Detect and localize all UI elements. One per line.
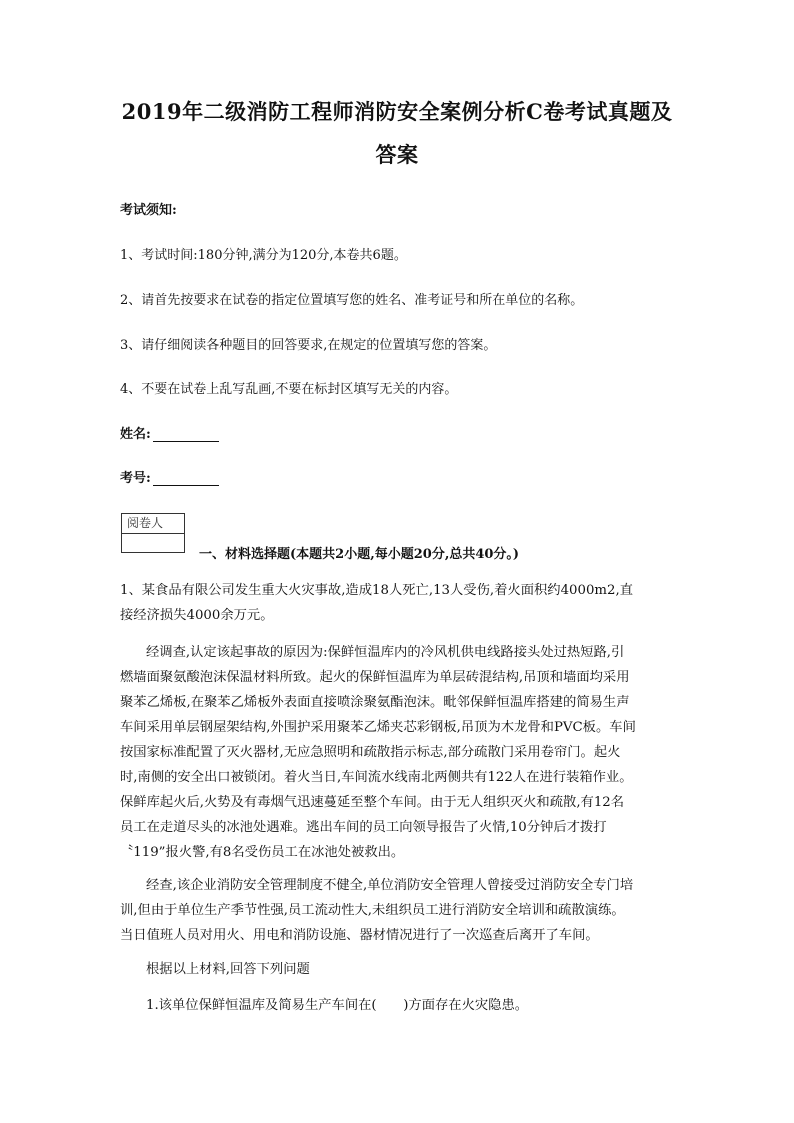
text-line: 当日值班人员对用火、用电和消防设施、器材情况进行了一次巡查后离开了车间。 [120,928,599,943]
question-prompt: 根据以上材料,回答下列问题 [146,962,310,977]
notice-item-2: 2、请首先按要求在试卷的指定位置填写您的姓名、准考证号和所在单位的名称。 [120,293,584,308]
investigation-paragraph [120,640,680,865]
text-line: 车间采用单层钢屋架结构,外围护采用聚苯乙烯夹芯彩钢板,吊顶为木龙骨和PVC板。车间 [120,720,636,735]
text-line: 燃墙面聚氨酸泡沫保温材料所致。起火的保鲜恒温库为单层砖混结构,吊顶和墙面均采用 [120,670,630,685]
page-title-line-2: 答案 [375,142,419,167]
name-blank-line[interactable] [153,427,219,442]
text-line: 时,南侧的安全出口被锁闭。着火当日,车间流水线南北两侧共有122人在进行装箱作业。 [120,770,633,785]
text-line: 经查,该企业消防安全管理制度不健全,单位消防安全管理人曾接受过消防安全专门培 [146,878,634,893]
reviewer-label: 阅卷人 [122,514,184,534]
management-paragraph [120,873,680,948]
notice-item-1: 1、考试时间:180分钟,满分为120分,本卷共6题。 [120,248,407,263]
sub-question-1: 1.该单位保鲜恒温库及简易生产车间在( )方面存在火灾隐患。 [146,998,529,1013]
text-line: 按国家标准配置了灭火器材,无应急照明和疏散指示标志,部分疏散门采用卷帘门。起火 [120,745,621,760]
text-line: 1、某食品有限公司发生重大火灾事故,造成18人死亡,13人受伤,着火面积约4000m2,直 [120,583,634,598]
notice-heading: 考试须知: [120,203,177,218]
text-line: 员工在走道尽头的冰池处遇难。逃出车间的员工向领导报告了火情,10分钟后才拨打 [120,820,607,835]
reviewer-box [121,513,185,553]
question-1-intro [120,578,680,628]
text-line: 经调查,认定该起事故的原因为:保鲜恒温库内的冷风机供电线路接头处过热短路,引 [146,645,625,660]
text-line: 接经济损失4000余万元。 [120,608,274,623]
exam-number-blank-line[interactable] [153,471,219,486]
notice-item-3: 3、请仔细阅读各种题目的回答要求,在规定的位置填写您的答案。 [120,338,497,353]
exam-number-field[interactable] [120,467,219,486]
name-label: 姓名: [120,427,151,442]
exam-number-label: 考号: [120,471,151,486]
page-title-line-1: 2019年二级消防工程师消防安全案例分析C卷考试真题及 [121,99,673,124]
text-line: 〝119”报火警,有8名受伤员工在冰池处被救出。 [120,845,405,860]
notice-item-4: 4、不要在试卷上乱写乱画,不要在标封区填写无关的内容。 [120,382,458,397]
text-line: 训,但由于单位生产季节性强,员工流动性大,未组织员工进行消防安全培训和疏散演练。 [120,903,625,918]
text-line: 聚苯乙烯板,在聚苯乙烯板外表面直接喷涂聚氨酯泡沫。毗邻保鲜恒温库搭建的简易生声 [120,695,630,710]
name-field[interactable] [120,423,219,442]
section-heading: 一、材料选择题(本题共2小题,每小题20分,总共40分。) [199,547,520,562]
text-line: 保鲜库起火后,火势及有毒烟气迅速蔓延至整个车间。由于无人组织灭火和疏散,有12名 [120,795,625,810]
